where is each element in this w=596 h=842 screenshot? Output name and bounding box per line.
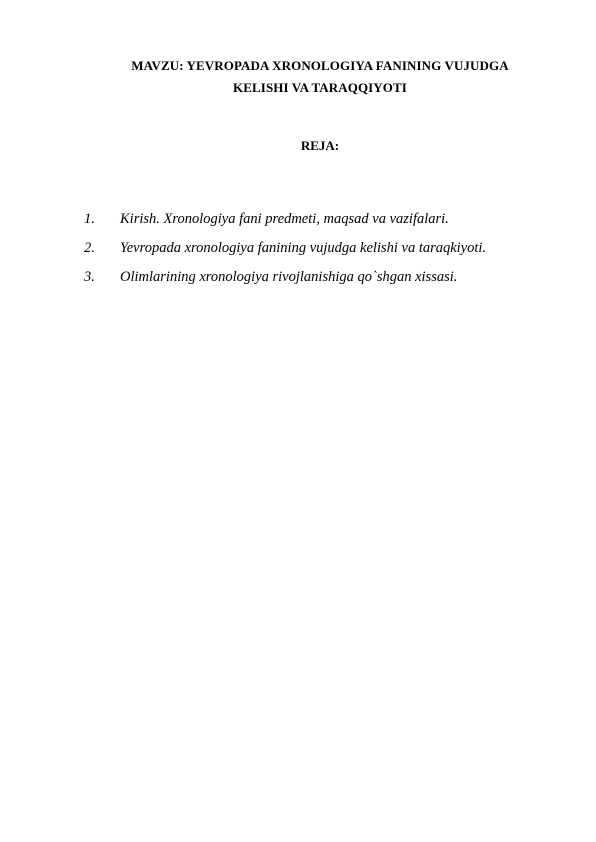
plan-item-2 <box>84 239 486 268</box>
plan-item-3 <box>84 268 486 297</box>
document-title-line-2: KELISHI VA TARAQQIYOTI <box>233 80 407 95</box>
document-title-line-1: MAVZU: YEVROPADA XRONOLOGIYA FANINING VUJUDGA <box>131 58 509 73</box>
plan-item-number: 3. <box>84 269 95 285</box>
plan-item-text: Kirish. Xronologiya fani predmeti, maqsad va vazifalari. <box>120 211 449 227</box>
plan-item-text: Yevropada xronologiya fanining vujudga kelishi va taraqkiyoti. <box>120 240 487 256</box>
plan-list <box>84 210 486 297</box>
plan-heading: REJA: <box>300 138 340 153</box>
plan-item-number: 2. <box>84 240 95 256</box>
plan-item-text: Olimlarining xronologiya rivojlanishiga qo`shgan xissasi. <box>120 269 458 285</box>
plan-item-number: 1. <box>84 211 95 227</box>
plan-item-1 <box>84 210 486 239</box>
